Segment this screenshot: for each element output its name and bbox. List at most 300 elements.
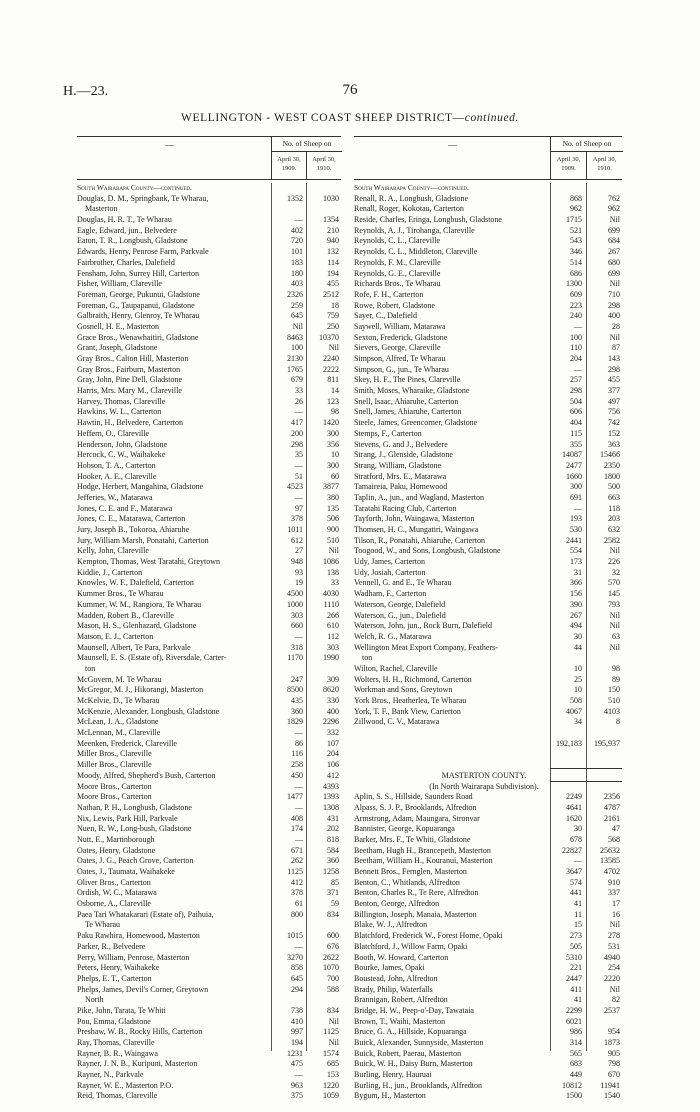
table-row	[77, 728, 341, 739]
table-row	[354, 878, 622, 889]
sheep-1910: 910	[608, 877, 620, 887]
table-row	[354, 354, 622, 365]
sheep-1909: 1011	[287, 525, 303, 534]
table-row	[354, 440, 622, 451]
sheep-1910: 2220	[604, 973, 620, 983]
table-row	[77, 643, 341, 654]
sheep-1909: 554	[570, 546, 582, 556]
page-number: 76	[342, 82, 358, 98]
sheep-1910: 18	[331, 300, 339, 310]
owner-name: Waterson, G., jun., Dalefield	[354, 610, 446, 620]
owner-name: Udy, Josiah, Carterton	[354, 567, 426, 577]
sheep-1910: 330	[327, 696, 339, 705]
sheep-1910: 28	[612, 321, 620, 331]
owner-name: Barker, Mrs. F., Te Whiti, Gladstone	[354, 834, 471, 844]
sheep-1910: 300	[327, 460, 339, 470]
sheep-1909: 257	[570, 375, 582, 385]
sheep-1910: 2161	[604, 813, 620, 823]
sheep-1910: 905	[608, 1048, 620, 1058]
sheep-1910: 756	[608, 407, 620, 417]
sheep-1909: 4641	[566, 802, 582, 812]
sheep-1910: 98	[331, 407, 339, 417]
sheep-1909: 403	[291, 279, 303, 289]
sheep-1910: 759	[327, 311, 339, 321]
table-row	[354, 931, 622, 942]
owner-name: Rayner, J. N. B., Kuripuni, Masterton	[77, 1059, 198, 1069]
owner-name: Tilson, R., Ponatahi, Ahiaruhe, Carterton	[354, 535, 486, 545]
owner-name: Burling, Henry, Hauruai	[354, 1070, 432, 1080]
sheep-1910: 510	[327, 535, 339, 545]
owner-name: Benton, C., Whitlands, Alfredton	[354, 877, 460, 887]
owner-name: Saywell, William, Matarawa	[354, 321, 446, 331]
table-row	[354, 824, 622, 835]
table-row	[77, 739, 341, 750]
owner-name: Waterson, John, jun., Rock Burn, Dalefield	[354, 621, 492, 631]
owner-name: Bygum, H., Masterton	[354, 1091, 426, 1101]
sheep-1909: 26	[295, 396, 303, 406]
owner-name: Nathan, P. H., Longbush, Gladstone	[77, 802, 192, 812]
owner-name: Gray, John, Pine Dell, Gladstone	[77, 375, 183, 385]
table-row	[77, 493, 341, 504]
owner-name: Kempton, Thomas, West Taratahi, Greytown	[77, 557, 220, 567]
table-row	[77, 675, 341, 686]
owner-name: Beetham, William H., Kouranui, Masterton	[354, 856, 493, 866]
table-row	[354, 1059, 622, 1070]
owner-name: Hercock, C. W., Waihakeke	[77, 450, 166, 460]
table-row	[354, 482, 622, 493]
sheep-1910: 2222	[323, 364, 339, 374]
sheep-1909: 691	[570, 492, 582, 502]
table-row	[354, 568, 622, 579]
owner-name: Jury, Joseph B., Tokoroa, Ahiaruhe	[77, 525, 190, 534]
sheep-1910: 710	[608, 289, 620, 299]
sheep-1909: 2477	[566, 460, 582, 470]
table-row	[354, 867, 622, 878]
sheep-1909: 504	[570, 396, 582, 406]
sheep-1909: 720	[291, 236, 303, 246]
owner-name: ton	[362, 653, 373, 663]
table-row	[77, 803, 341, 814]
owner-name: Fisher, William, Clareville	[77, 279, 162, 289]
sheep-1910: 1873	[604, 1038, 620, 1047]
sheep-1910: 363	[608, 439, 620, 449]
sheep-1909: 247	[291, 674, 303, 684]
sheep-1910: 1800	[604, 471, 620, 481]
table-row	[354, 942, 622, 953]
year-1910-head: April 30, 1910.	[586, 152, 622, 179]
sheep-1910: 699	[608, 225, 620, 235]
sheep-1909: 1715	[566, 215, 582, 225]
sheep-1909: 35	[295, 450, 303, 460]
owner-name: Harvey, Thomas, Clareville	[77, 396, 166, 406]
sheep-1910: 33	[331, 578, 339, 588]
sheep-1909: 738	[291, 1005, 303, 1015]
table-row	[354, 920, 622, 931]
table-row	[354, 504, 622, 515]
sheep-1909: 183	[291, 257, 303, 267]
table-row	[354, 322, 622, 333]
sheep-1910: 267	[608, 247, 620, 257]
table-row	[354, 632, 622, 643]
sheep-1909: 314	[570, 1038, 582, 1047]
owner-name: Nutt, E., Martinborough	[77, 834, 155, 844]
sheep-1909: 1300	[566, 279, 582, 289]
sheep-1909: 4067	[566, 706, 582, 716]
sheep-1909: 6021	[566, 1016, 582, 1026]
sheep-1910: 8620	[323, 685, 339, 695]
owner-name: Heffern, O., Clareville	[77, 428, 150, 438]
owner-name: Benton, Charles R., Te Rere, Alfredton	[354, 888, 479, 898]
sheep-1909: 660	[291, 621, 303, 631]
owner-name: Thomsen, H. C., Mungatiri, Waingawa	[354, 525, 479, 534]
sheep-1910: 356	[327, 439, 339, 449]
sheep-1910: 676	[327, 941, 339, 951]
sheep-1909: 366	[570, 578, 582, 588]
table-row	[77, 985, 341, 996]
sheep-1910: 300	[327, 428, 339, 438]
owner-name: Reynolds, C. L., Middleton, Clareville	[354, 247, 478, 257]
sheep-1910: 106	[327, 760, 339, 770]
table-row	[354, 803, 622, 814]
sheep-1910: 700	[327, 973, 339, 983]
sheep-1909: 2326	[287, 289, 303, 299]
owner-name: Benton, George, Alfredton	[354, 899, 440, 909]
owner-name: Bannister, George, Kopuaranga	[354, 824, 455, 834]
owner-name: Paku Rawhira, Homewood, Masterton	[77, 931, 200, 941]
sheep-1909: 61	[295, 899, 303, 909]
sheep-1910: Nil	[328, 1016, 339, 1026]
table-row	[77, 888, 341, 899]
sheep-1909: 193	[570, 514, 582, 524]
sheep-1910: 152	[608, 428, 620, 438]
sheep-1909: 390	[570, 599, 582, 609]
owner-name: Bourke, James, Opaki	[354, 963, 425, 973]
sheep-1910: 2356	[604, 792, 620, 802]
owner-name: Reside, Charles, Eringa, Longbush, Gladstone	[354, 215, 502, 225]
sheep-1910: 266	[327, 610, 339, 620]
title-main: WELLINGTON - WEST COAST SHEEP DISTRICT—	[181, 112, 465, 124]
sheep-1910: 1354	[323, 215, 339, 225]
sheep-1910: 337	[608, 888, 620, 898]
table-row	[77, 846, 341, 857]
sheep-1909: 868	[570, 193, 582, 203]
owner-name: Perry, William, Penrose, Masterton	[77, 952, 190, 962]
sheep-1910: 309	[327, 674, 339, 684]
sheep-1909: 858	[291, 963, 303, 973]
owner-name: Bridge, H. W., Peep-o'-Day, Tawataia	[354, 1005, 474, 1015]
owner-name: Stratford, Mrs. E., Matarawa	[354, 471, 447, 481]
table-row	[354, 611, 622, 622]
sheep-1910: 584	[327, 845, 339, 855]
sheep-1909: 1170	[287, 653, 303, 663]
table-row	[77, 258, 341, 269]
owner-name: Hawtin, H., Belvedere, Carterton	[77, 418, 183, 428]
sheep-1909: 565	[570, 1048, 582, 1058]
owner-name: McKelvie, D., Te Wharau	[77, 696, 160, 705]
sheep-1910: Nil	[609, 215, 620, 225]
table-row	[77, 536, 341, 547]
sheep-1909: 15	[574, 920, 582, 930]
sheep-1910: 510	[608, 696, 620, 705]
sheep-1909: 355	[570, 439, 582, 449]
sheep-1910: 4103	[604, 706, 620, 716]
table-row	[77, 546, 341, 557]
sheep-1909: 2299	[566, 1005, 582, 1015]
sheep-1909: 27	[295, 546, 303, 556]
table-row	[77, 611, 341, 622]
sheep-1909: 10812	[562, 1080, 582, 1090]
sheep-1910: Nil	[609, 642, 620, 652]
owner-name: Brady, Philip, Waterfalls	[354, 984, 433, 994]
sheep-1909: 97	[295, 503, 303, 513]
table-row	[77, 568, 341, 579]
table-row	[77, 856, 341, 867]
owner-name: Snell, James, Ahiaruhe, Carterton	[354, 407, 462, 417]
sheep-1910: 8	[616, 717, 620, 727]
sheep-1909: 475	[291, 1059, 303, 1069]
sheep-1910: 455	[327, 279, 339, 289]
sheep-1909: 101	[291, 247, 303, 257]
sheep-1909: 450	[291, 770, 303, 780]
table-row	[354, 215, 622, 226]
owner-name: Taratahi Racing Club, Carterton	[354, 503, 457, 513]
sheep-1909: 962	[570, 204, 582, 214]
table-row	[77, 974, 341, 985]
owner-name: Ordish, W. C., Matarawa	[77, 888, 157, 898]
owner-name: Parker, R., Belvedere	[77, 941, 146, 951]
table-row	[354, 653, 622, 664]
sheep-1910: 47	[612, 824, 620, 834]
owner-name: Hawkins, W. L., Carterton	[77, 407, 162, 417]
sheep-1909: 204	[570, 354, 582, 363]
sheep-1909: 402	[291, 225, 303, 235]
sheep-1910: 811	[327, 375, 339, 385]
owner-col-dash: —	[448, 140, 457, 150]
table-row	[354, 643, 622, 654]
sheep-1909: 686	[570, 268, 582, 278]
section-heading	[77, 183, 341, 194]
table-row	[354, 204, 622, 215]
sheep-1910: 278	[608, 931, 620, 941]
sheep-1909: 10	[574, 663, 582, 673]
sheep-1909: 86	[295, 738, 303, 748]
owner-name: Renall, R. A., Longbush, Gladstone	[354, 193, 468, 203]
owner-name: Taplin, A., jun., and Wagland, Masterton	[354, 492, 484, 502]
owner-name: Skey, H. F., The Pines, Clareville	[354, 375, 461, 385]
sheep-1909: 375	[291, 1091, 303, 1101]
left-column	[77, 183, 341, 1102]
owner-name: Madden, Robert B., Clareville	[77, 610, 174, 620]
sheep-1910: 195,937	[594, 738, 620, 748]
table-row	[354, 1038, 622, 1049]
table-row	[354, 269, 622, 280]
table-row	[77, 514, 341, 525]
sheep-1910: 834	[327, 909, 339, 919]
sheep-1910: 150	[608, 685, 620, 695]
sheep-1909: —	[295, 941, 303, 951]
owner-name: Moody, Alfred, Shepherd's Bush, Carterton	[77, 770, 216, 780]
sheep-1910: 145	[608, 589, 620, 599]
owner-name: Vennell, G. and E., Te Wharau	[354, 578, 452, 588]
owner-name: Workman and Sons, Greytown	[354, 685, 453, 695]
table-row	[77, 386, 341, 397]
owner-name: Udy, James, Carterton	[354, 557, 426, 567]
sheep-1910: 962	[608, 204, 620, 214]
sheep-1910: 98	[612, 663, 620, 673]
table-row	[77, 920, 341, 931]
sheep-1909: 2441	[566, 535, 582, 545]
table-row	[77, 343, 341, 354]
sheep-1910: 14	[331, 386, 339, 396]
owner-name: Nix, Lewis, Park Hill, Parkvale	[77, 813, 178, 823]
sheep-1909: 645	[291, 973, 303, 983]
sheep-1909: 417	[291, 418, 303, 428]
table-row	[77, 290, 341, 301]
owner-name: Steele, James, Greencorner, Gladstone	[354, 418, 478, 428]
sheep-1909: 574	[570, 877, 582, 887]
owner-name: Miller Bros., Clareville	[77, 749, 152, 759]
sheep-1910: 1420	[323, 418, 339, 428]
sheep-1910: Nil	[609, 984, 620, 994]
owner-name: Wilton, Rachel, Clareville	[354, 663, 438, 673]
owner-name: York Bros., Heatherlea, Te Wharau	[354, 696, 467, 705]
owner-name: Mason, H. S., Glenhazard, Gladstone	[77, 621, 197, 631]
owner-name: York, T. F., Bank View, Carterton	[354, 706, 461, 716]
table-row	[77, 215, 341, 226]
section-heading	[354, 782, 622, 793]
sheep-1910: 663	[608, 492, 620, 502]
sheep-1909: 1829	[287, 717, 303, 727]
sheep-1910: 4393	[323, 781, 339, 791]
sheep-1910: 89	[612, 674, 620, 684]
table-row	[77, 525, 341, 536]
sheep-1909: 1015	[287, 931, 303, 941]
table-row	[354, 856, 622, 867]
owner-name: Harris, Mrs. Mary M., Clareville	[77, 386, 182, 396]
owner-name: Sievers, George, Clareville	[354, 343, 441, 353]
sheep-1909: 441	[570, 888, 582, 898]
owner-name: Oliver Bros., Carterton	[77, 877, 151, 887]
table-row	[354, 514, 622, 525]
sheep-1910: 298	[608, 300, 620, 310]
table-row	[354, 760, 622, 771]
sheep-1909: 3647	[566, 867, 582, 876]
owner-name: Te Wharau	[85, 920, 121, 930]
table-row	[77, 269, 341, 280]
sheep-1909: —	[295, 781, 303, 791]
sheep-1910: 4702	[604, 867, 620, 876]
sheep-1909: 543	[570, 236, 582, 246]
owner-name: Henderson, John, Gladstone	[77, 439, 168, 449]
table-row	[77, 1081, 341, 1092]
owner-name: Jury, William Marsh, Ponatahi, Carterton	[77, 535, 209, 545]
sheep-count-group: No. of Sheep on	[550, 137, 623, 152]
sheep-1910: Nil	[609, 546, 620, 556]
table-row	[354, 910, 622, 921]
sheep-1909: 505	[570, 941, 582, 951]
owner-name: Preshaw, W. B., Rocky Hills, Carterton	[77, 1027, 203, 1037]
owner-name: Fairbrother, Charles, Dalefield	[77, 257, 175, 267]
sheep-1909: 671	[291, 845, 303, 855]
sheep-1910: 303	[327, 642, 339, 652]
sheep-1909: 1660	[566, 471, 582, 481]
sheep-1910: 3877	[323, 482, 339, 492]
table-row	[77, 707, 341, 718]
table-row	[354, 557, 622, 568]
table-row	[77, 653, 341, 664]
owner-name: Smith, Moses, Wharaike, Gladstone	[354, 386, 470, 396]
sheep-1910: 15466	[600, 450, 620, 460]
owner-name: Blatchford, J., Willow Farm, Opaki	[354, 941, 468, 951]
table-row	[354, 749, 622, 760]
table-row	[77, 557, 341, 568]
sheep-1909: —	[295, 407, 303, 417]
table-row	[354, 429, 622, 440]
table-row	[77, 814, 341, 825]
sheep-1909: 298	[570, 386, 582, 396]
table-row	[354, 621, 622, 632]
sheep-1909: 41	[574, 899, 582, 909]
table-row	[354, 1081, 622, 1092]
owner-name: Oates, J., Taumata, Waihakeke	[77, 867, 175, 876]
owner-name: Reynolds, C. L., Clareville	[354, 236, 440, 246]
sheep-1910: 2537	[604, 1005, 620, 1015]
table-row	[77, 1006, 341, 1017]
table-row	[77, 749, 341, 760]
owner-name: Ray, Thomas, Clareville	[77, 1038, 155, 1047]
table-row	[354, 290, 622, 301]
table-row	[354, 1027, 622, 1038]
sheep-1909: 267	[570, 610, 582, 620]
sheep-1909: 93	[295, 567, 303, 577]
owner-name: Kiddie, J., Carterton	[77, 567, 143, 577]
sheep-1910: 506	[327, 514, 339, 524]
table-row	[77, 910, 341, 921]
table-row	[354, 899, 622, 910]
owner-name: Oates, Henry, Gladstone	[77, 845, 156, 855]
table-row	[77, 995, 341, 1006]
owner-name: Jefferies, W., Matarawa	[77, 492, 153, 502]
sheep-1909: Nil	[292, 321, 303, 331]
owner-name: Buick, W. H., Daisy Burn, Masterton	[354, 1059, 473, 1069]
table-row	[77, 1049, 341, 1060]
owner-name: Phelps, E. T., Carterton	[77, 973, 152, 983]
sheep-1910: 670	[608, 1070, 620, 1080]
sheep-1909: 408	[291, 813, 303, 823]
sheep-1910: 4030	[323, 589, 339, 599]
owner-name: Kummer Bros., Te Wharau	[77, 589, 164, 599]
owner-name: Jones, C. E., Matarawa, Carterton	[77, 514, 186, 524]
table-row	[354, 578, 622, 589]
sheep-count-group: No. of Sheep on	[271, 137, 342, 152]
table-row	[354, 450, 622, 461]
section-heading	[354, 771, 622, 782]
sheep-1910: 82	[612, 995, 620, 1005]
owner-name: South Wairarapa County—continued.	[354, 183, 469, 192]
sheep-1909: 8500	[287, 685, 303, 695]
owner-name: Reynolds, G. E., Clareville	[354, 268, 441, 278]
sheep-1909: 258	[291, 760, 303, 770]
sheep-1909: 294	[291, 984, 303, 994]
owner-name: Maunsell, Albert, Te Para, Parkvale	[77, 642, 191, 652]
table-row	[77, 301, 341, 312]
table-row	[354, 792, 622, 803]
owner-name: Sayer, C., Dalefield	[354, 311, 417, 321]
sheep-1910: 1540	[604, 1091, 620, 1101]
sheep-1909: 100	[570, 332, 582, 342]
sheep-1910: 500	[608, 482, 620, 492]
table-row	[77, 1027, 341, 1038]
